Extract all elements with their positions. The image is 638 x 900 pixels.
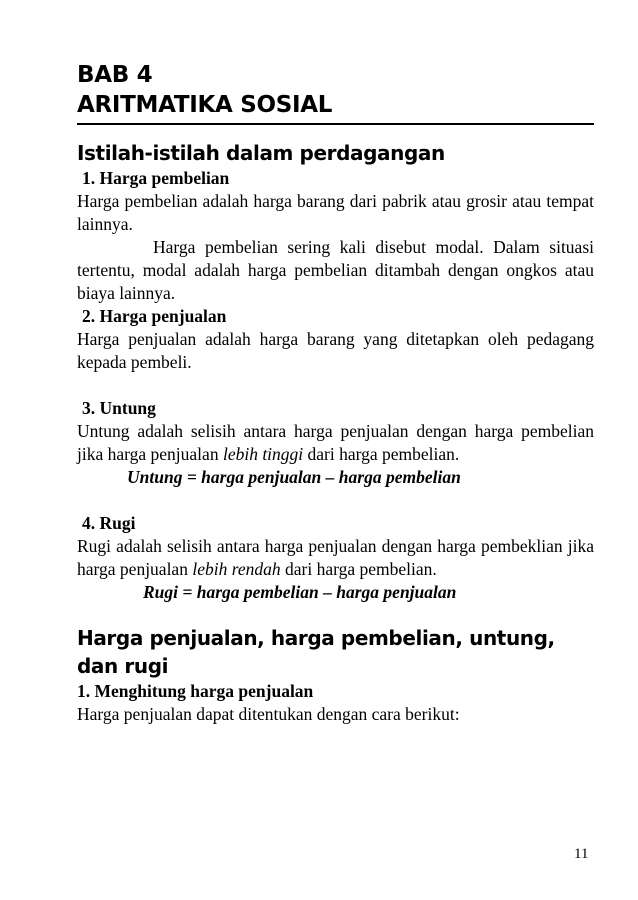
emphasis-lower: lebih rendah [192,559,281,579]
subheading-purchase-price: 1. Harga pembelian [82,168,230,188]
paragraph-selling-price: Harga penjualan adalah harga barang yang ditetapkan oleh pedagang kepada pembeli. [77,329,594,372]
paragraph-capital: Harga pembelian sering kali disebut modal. Dalam situasi tertentu, modal adalah harga pembelian ditambah dengan ongkos atau biaya lainnya. [77,237,594,303]
subheading-selling-price: 2. Harga penjualan [82,306,227,326]
page-content [77,60,594,726]
formula-loss: Rugi = harga pembelian – harga penjualan [143,582,457,602]
section-heading-calculation: Harga penjualan, harga pembelian, untung, dan rugi [77,626,555,678]
subheading-loss: 4. Rugi [82,513,136,533]
title-divider [77,123,594,125]
emphasis-higher: lebih tinggi [222,444,304,464]
formula-profit: Untung = harga penjualan – harga pembelian [127,467,461,487]
paragraph-calc-intro: Harga penjualan dapat ditentukan dengan cara berikut: [77,704,460,724]
section-heading-terms: Istilah-istilah dalam perdagangan [77,141,445,165]
subheading-profit: 3. Untung [82,398,156,418]
chapter-number: BAB 4 [77,62,153,88]
subheading-calc-selling-price: 1. Menghitung harga penjualan [77,681,314,701]
page-number: 11 [574,846,589,862]
paragraph-purchase-price: Harga pembelian adalah harga barang dari pabrik atau grosir atau tempat lainnya. [77,191,594,234]
chapter-title: ARITMATIKA SOSIAL [77,92,333,118]
paragraph-loss: Rugi adalah selisih antara harga penjualan dengan harga pembeklian jika harga penjualan lebih rendah dari harga pembelian. [77,536,594,579]
paragraph-profit: Untung adalah selisih antara harga penjualan dengan harga pembelian jika harga penjualan lebih tinggi dari harga pembelian. [77,421,594,464]
